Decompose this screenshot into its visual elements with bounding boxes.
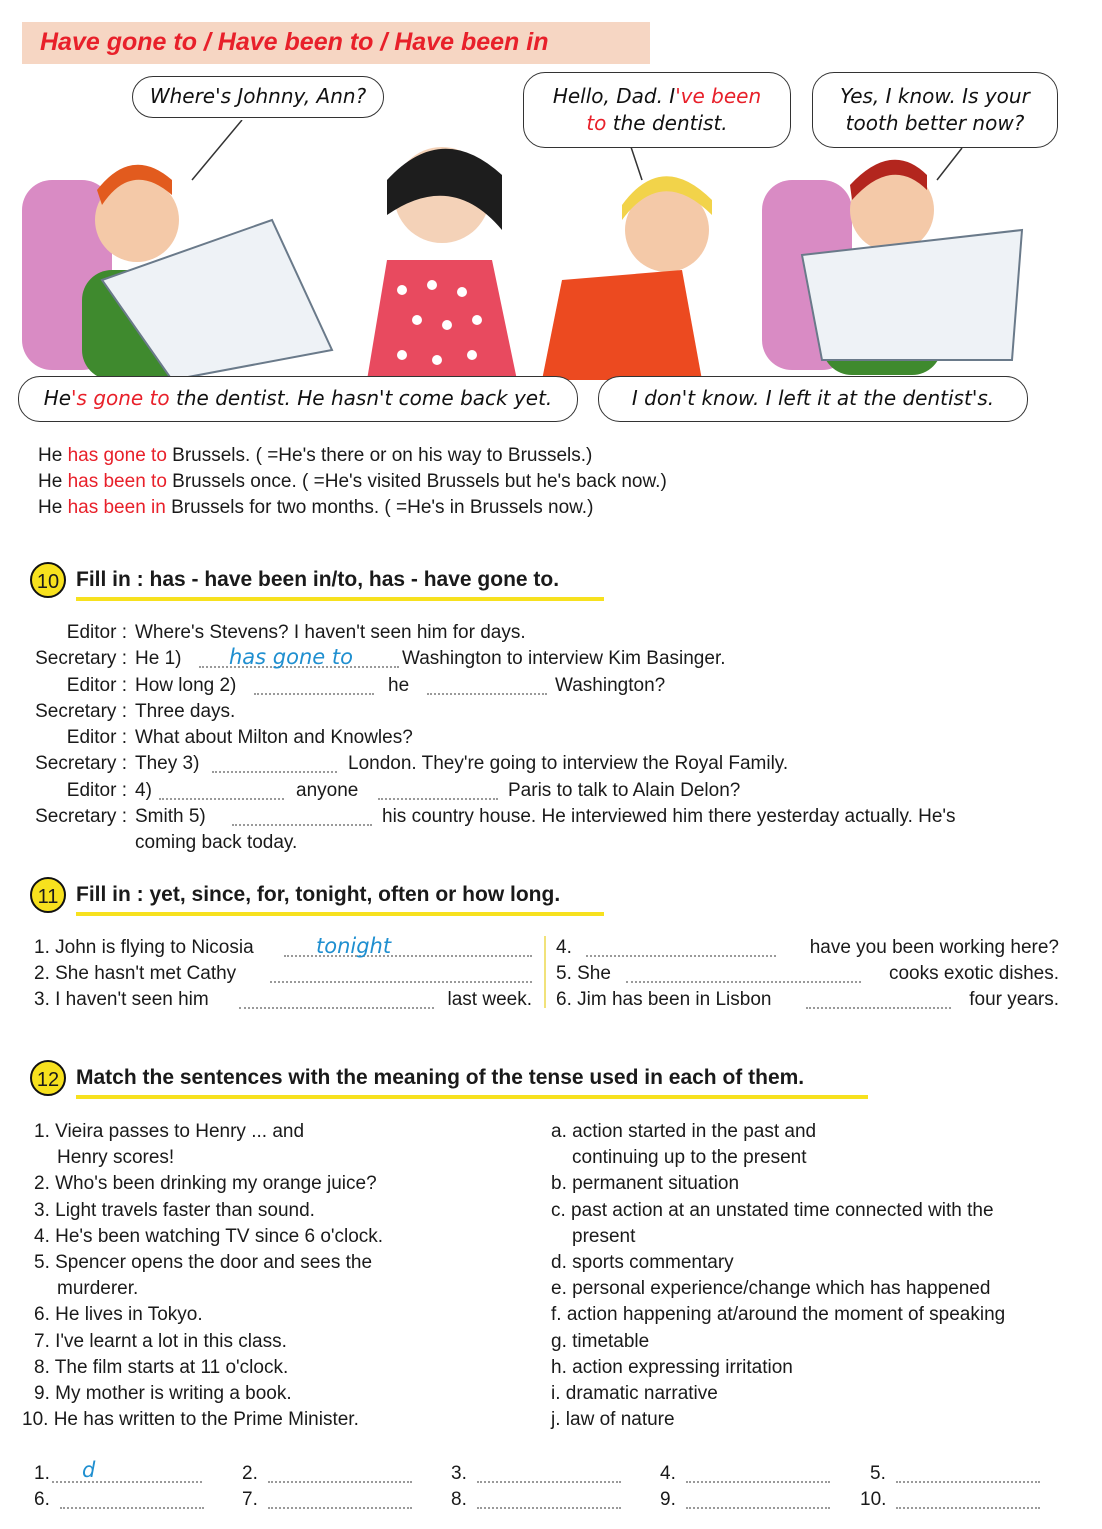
title-underline (76, 597, 604, 601)
meanings-list (551, 1119, 1061, 1433)
blank-2b[interactable] (427, 679, 547, 695)
title-underline (76, 912, 604, 916)
answer-blank[interactable] (268, 1493, 412, 1509)
list-item: 1. Vieira passes to Henry ... and (34, 1121, 305, 1142)
answer-blank[interactable] (896, 1467, 1040, 1483)
list-item: murderer. (57, 1278, 139, 1300)
answer-blank[interactable] (60, 1493, 204, 1509)
list-item: 5. Spencer opens the door and sees the (34, 1252, 373, 1274)
list-item: e. personal experience/change which has happened (551, 1278, 991, 1300)
exercise-11-right: 4. have you been working here? 5. She cooks exotic dishes. 6. Jim has been in Lisbon four years. (556, 937, 1059, 1011)
speech-bubble-father-2: Yes, I know. Is your tooth better now? (812, 72, 1058, 148)
blank-11-5[interactable] (626, 967, 861, 983)
sentences-list (22, 1119, 522, 1433)
exercise-10-title: Fill in : has - have been in/to, has - have gone to. (76, 568, 560, 591)
title-underline (76, 1095, 868, 1099)
answer-grid: 1. d 2. 3. 4. 5. 6. 7. 8. 9. 10. (34, 1461, 1054, 1517)
list-item: continuing up to the present (572, 1147, 807, 1169)
exercise-10-number: 10 (30, 562, 66, 598)
list-item: i. dramatic narrative (551, 1383, 718, 1405)
caption-boy: I don't know. I left it at the dentist's. (598, 376, 1028, 422)
answer-blank[interactable] (477, 1493, 621, 1509)
column-divider (544, 936, 546, 1008)
blank-11-6[interactable] (806, 993, 951, 1009)
blank-11-4[interactable] (586, 941, 776, 957)
blank-4a[interactable] (159, 784, 284, 800)
list-item: j. law of nature (551, 1409, 675, 1431)
exercise-12-title: Match the sentences with the meaning of the tense used in each of them. (76, 1066, 805, 1089)
blank-5[interactable] (232, 810, 372, 826)
rule-line: He has been in Brussels for two months. ( =He's in Brussels now.) (38, 497, 594, 518)
answer-blank[interactable] (686, 1467, 830, 1483)
answer-blank[interactable] (52, 1467, 202, 1483)
list-item: 4. He's been watching TV since 6 o'clock. (34, 1225, 384, 1247)
page-title: Have gone to / Have been to / Have been in (40, 28, 549, 56)
answer-blank[interactable] (268, 1467, 412, 1483)
blank-11-2[interactable] (270, 967, 532, 983)
list-item: 10. He has written to the Prime Minister. (22, 1409, 359, 1431)
list-item: Henry scores! (57, 1147, 175, 1169)
answer-11-1: tonight (316, 934, 392, 958)
list-item: h. action expressing irritation (551, 1356, 793, 1378)
blank-3[interactable] (212, 757, 337, 773)
list-item: 2. Who's been drinking my orange juice? (34, 1173, 377, 1195)
list-item: 6. He lives in Tokyo. (34, 1304, 203, 1326)
list-item: 8. The film starts at 11 o'clock. (34, 1356, 289, 1378)
rule-line: He has gone to Brussels. ( =He's there or on his way to Brussels.) (38, 445, 593, 466)
list-item: 9. My mother is writing a book. (34, 1383, 292, 1405)
cartoon-illustration (22, 120, 1032, 385)
list-item: a. action started in the past and (551, 1121, 817, 1142)
answer-12-1: d (82, 1458, 96, 1482)
exercise-11-left: 1. John is flying to Nicosia tonight 2. She hasn't met Cathy 3. I haven't seen him last week. (34, 934, 532, 1011)
blank-11-3[interactable] (239, 993, 434, 1009)
list-item: b. permanent situation (551, 1173, 740, 1195)
exercise-10-dialogue: Editor : Where's Stevens? I haven't seen him for days. Secretary : He 1) has gone to Washington to interview Kim Basinger. Editor : How long 2) he Washington? Secretary : Three days. Editor : What about Milton and Knowles? Secretary : They 3) London. They're going to interview the Royal Family. Editor : 4) anyone Paris to talk to Alain Delon? Secretary : Smith 5) his country house. He interviewed him there yesterday actually. He's coming back today. (35, 622, 956, 854)
rule-line: He has been to Brussels once. ( =He's visited Brussels but he's back now.) (38, 471, 667, 492)
list-item: c. past action at an unstated time connected with the (551, 1199, 994, 1221)
mother-dress (367, 260, 517, 380)
answer-1: has gone to (229, 645, 353, 670)
exercise-11-title: Fill in : yet, since, for, tonight, often or how long. (76, 883, 561, 906)
list-item: d. sports commentary (551, 1252, 734, 1274)
answer-blank[interactable] (686, 1493, 830, 1509)
caption-mother: He's gone to the dentist. He hasn't come back yet. (18, 376, 578, 422)
answer-blank[interactable] (896, 1493, 1040, 1509)
list-item: g. timetable (551, 1330, 650, 1352)
answer-blank[interactable] (477, 1467, 621, 1483)
boy-shirt (542, 270, 702, 380)
blank-2a[interactable] (254, 679, 374, 695)
list-item: 7. I've learnt a lot in this class. (34, 1330, 287, 1352)
list-item: present (572, 1225, 636, 1247)
list-item: 3. Light travels faster than sound. (34, 1199, 315, 1221)
blank-4b[interactable] (378, 784, 498, 800)
bubble-text: Where's Johnny, Ann? (149, 84, 367, 108)
exercise-12-number: 12 (30, 1060, 66, 1096)
speech-bubble-father (132, 76, 384, 118)
grammar-rules (38, 443, 667, 521)
speech-bubble-boy: Hello, Dad. I've been to the dentist. (523, 72, 791, 148)
exercise-11-number: 11 (30, 877, 66, 913)
list-item: f. action happening at/around the moment of speaking (551, 1304, 1006, 1326)
